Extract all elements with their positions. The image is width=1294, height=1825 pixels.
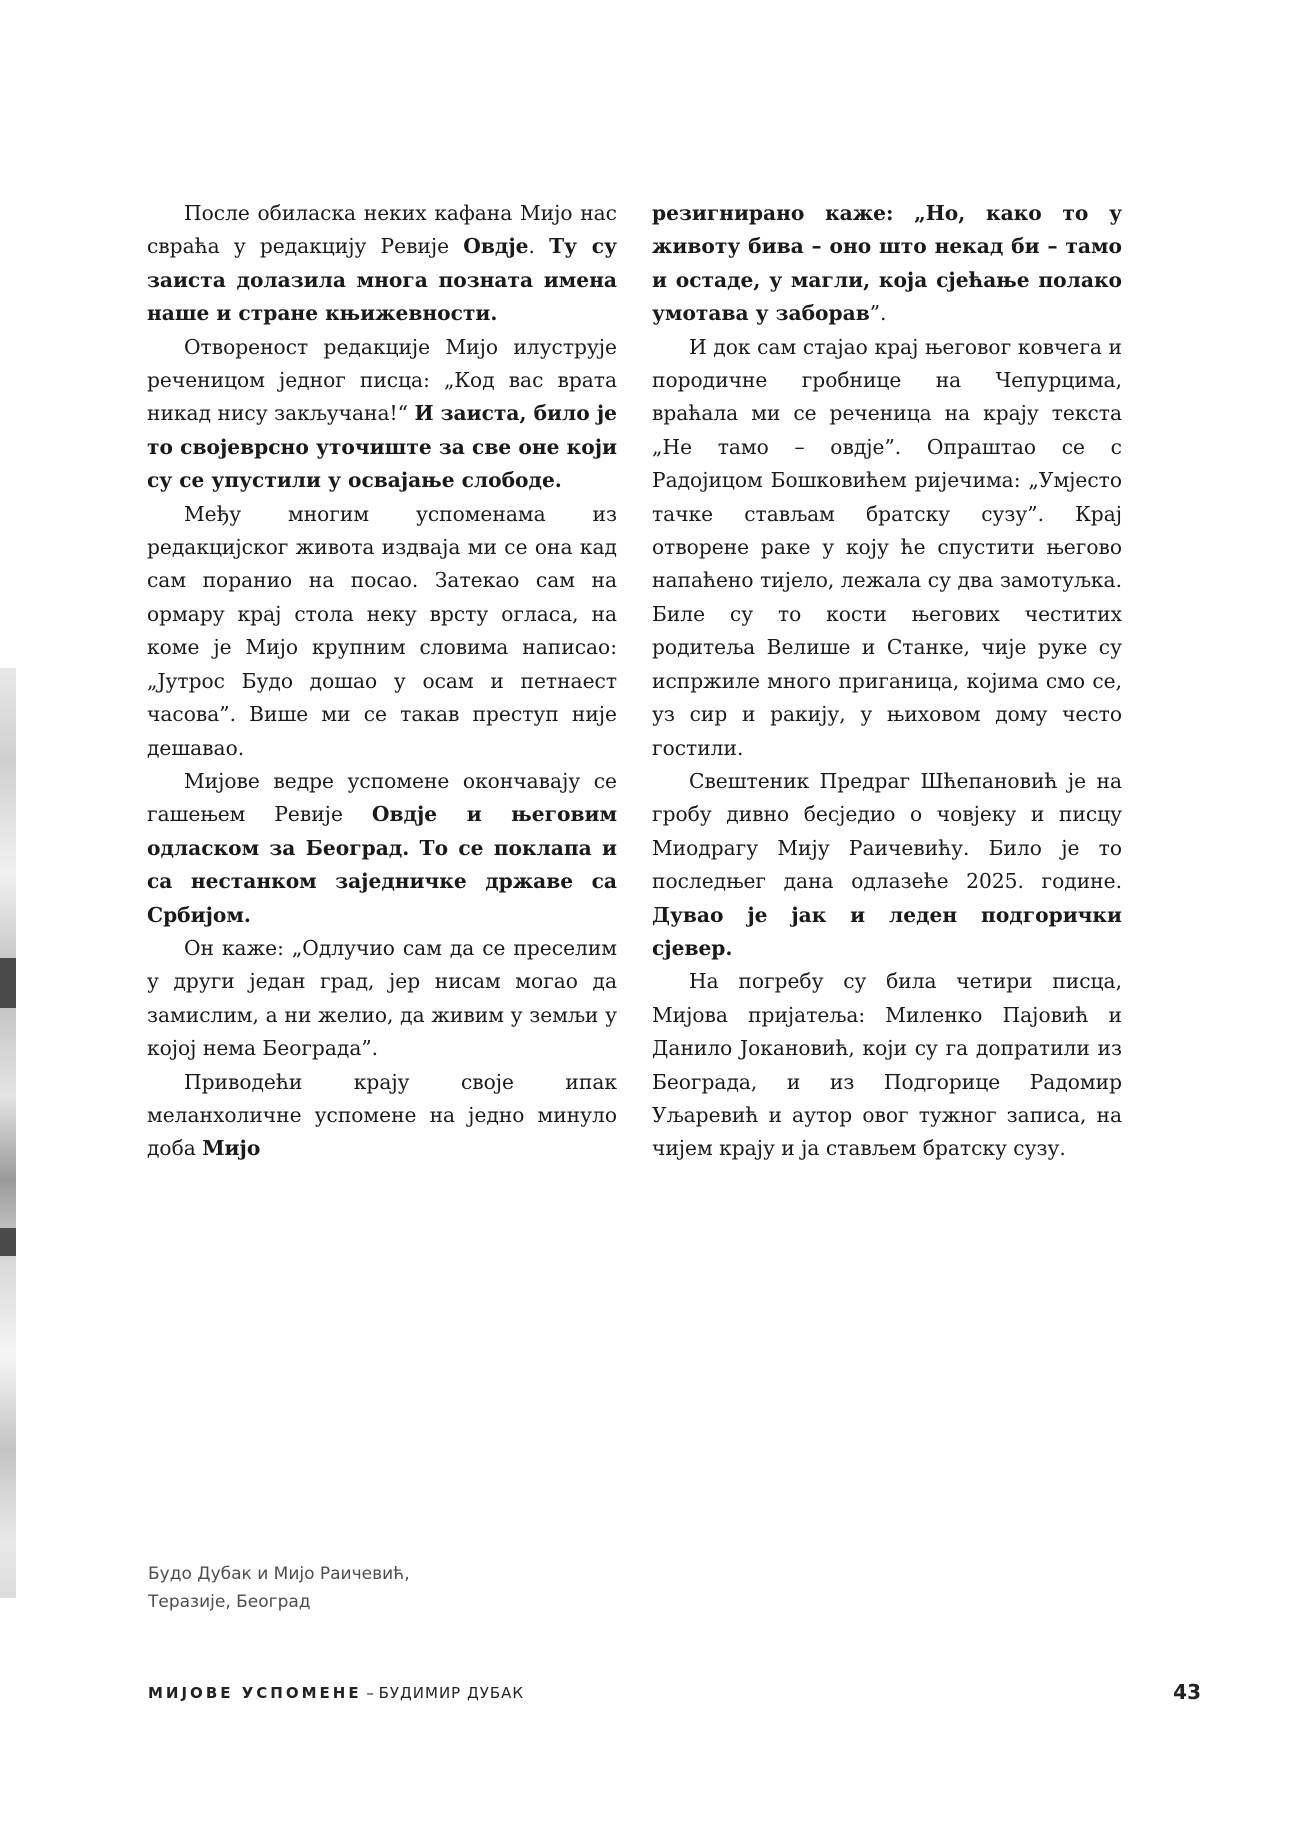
paragraph: Свештеник Предраг Шћепановић је на гробу дивно бесједио о човјеку и писцу Миодрагу Мију Раичевићу. Било је то последњег дана одлазеће 2025. године. Дувао је јак и леден подгорички сјевер. <box>652 768 1122 960</box>
paragraph: На погребу су била четири писца, Мијова пријатеља: Миленко Пајовић и Данило Јокановић, који су га допратили из Београда, и из Подгорице Радомир Уљаревић и аутор овог тужног записа, на чијем крају и ја стављем братску сузу. <box>652 969 1122 1161</box>
paragraph: Приводећи крају своје ипак меланхоличне успомене на једно минуло доба Мијо <box>147 1069 617 1161</box>
paragraph: Он каже: „Одлучио сам да се преселим у други један град, јер нисам могао да замислим, а ни желио, да живим у земљи у којој нема Београда”. <box>147 935 617 1061</box>
paragraph: После обиласка неких кафана Мијо нас свраћа у редакцију Ревије Овдје. Ту су заиста долазила многа позната имена наше и стране књижевности. <box>147 201 617 326</box>
photo-caption <box>148 1560 410 1616</box>
series-title: МИЈОВЕ УСПОМЕНЕ <box>148 1684 362 1702</box>
paragraph: И док сам стајао крај његовог ковчега и породичне гробнице на Чепурцима, враћала ми се реченица на крају текста „Не тамо – овдје”. Опраштао се с Радојицом Бошковићем ријечима: „Умјесто тачке стављам братску сузу”. Крај отворене раке у коју ће спустити његово напаћено тијело, лежала су два замотуљка. Биле су то кости његових честитих родитеља Велише и Станке, чије руке су испржиле много приганица, којима смо се, уз сир и ракију, у њиховом дому често гостили. <box>652 334 1122 760</box>
author-name: БУДИМИР ДУБАК <box>378 1684 525 1702</box>
footer-separator: – <box>361 1684 379 1702</box>
page-number: 43 <box>1173 1680 1201 1704</box>
photo-edge-fragment <box>0 668 16 1598</box>
paragraph: Међу многим успоменама из редакцијског живота издваја ми се она кад сам поранио на посао. Затекао сам на ормару крај стола неку врсту огласа, на коме је Мијо крупним словима написао: „Јутрос Будо дошао у осам и петнаест часова”. Више ми се такав преступ није дешавао. <box>147 501 617 760</box>
right-text-column <box>652 197 1122 1166</box>
caption-line: Будо Дубак и Мијо Раичевић, <box>148 1564 410 1584</box>
paragraph: Отвореност редакције Мијо илуструје реченицом једног писца: „Код вас врата никад нису закључана!“ И заиста, било је то својеврсно уточиште за све оне који су се упустили у освајање слободе. <box>147 334 617 493</box>
caption-line: Теразије, Београд <box>148 1592 311 1612</box>
paragraph: Мијове ведре успомене окончавају се гашењем Ревије Овдје и његовим одласком за Београд. То се поклапа и са нестанком заједничке државе са Србијом. <box>147 768 617 927</box>
paragraph-continued: резигнирано каже: „Но, како то у животу бива – оно што некад би – тамо и остаде, у магли, која сјећање полако умотава у заборав”. <box>652 201 1122 326</box>
running-footer <box>148 1684 524 1702</box>
left-text-column <box>147 197 617 1166</box>
